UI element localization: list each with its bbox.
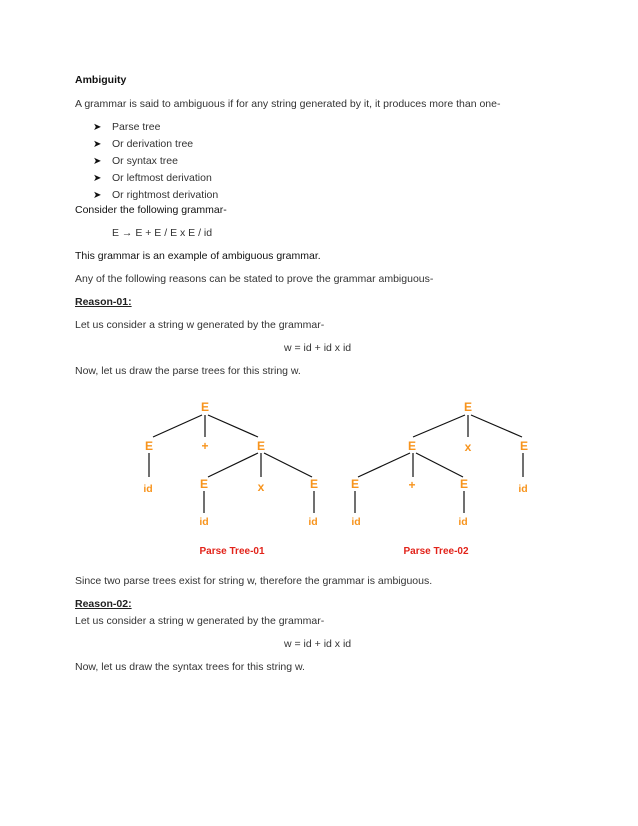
example-text: This grammar is an example of ambiguous grammar. xyxy=(75,250,321,262)
list-item: ➤ Or leftmost derivation xyxy=(93,172,212,184)
tree-1-sub-right-node: E xyxy=(309,477,319,491)
arrow-bullet-icon: ➤ xyxy=(93,122,102,133)
arrow-bullet-icon: ➤ xyxy=(93,156,102,167)
reason-01-consider: Let us consider a string w generated by the grammar- xyxy=(75,319,325,331)
tree-2-edges xyxy=(355,415,523,513)
tree-1-left-leaf: id xyxy=(143,483,153,495)
tree-2-root-node: E xyxy=(463,400,473,414)
consider-text: Consider the following grammar- xyxy=(75,204,227,216)
grammar-rule: E → E + E / E x E / id xyxy=(112,227,213,239)
list-item: ➤ Or rightmost derivation xyxy=(93,189,219,201)
reason-01-title: Reason-01: xyxy=(75,296,132,308)
edge xyxy=(471,415,522,437)
arrow-bullet-icon: ➤ xyxy=(93,190,102,201)
tree-2-sub-left-leaf: id xyxy=(351,516,361,528)
tree-1-root-node: E xyxy=(200,400,210,414)
tree-2-caption: Parse Tree-02 xyxy=(403,546,469,557)
reason-01-string: w = id + id x id xyxy=(284,342,352,354)
definition-text: A grammar is said to ambiguous if for any string generated by it, it produces more than one- xyxy=(75,98,501,110)
arrow-bullet-icon: ➤ xyxy=(93,139,102,150)
tree-2-right-leaf: id xyxy=(518,483,528,495)
tree-1-left-node: E xyxy=(144,439,154,453)
tree-1-sub-right-leaf: id xyxy=(308,516,318,528)
edge xyxy=(208,453,258,477)
tree-1-right-node: E xyxy=(256,439,266,453)
tree-2-sub-right-node: E xyxy=(459,477,469,491)
edge xyxy=(264,453,312,477)
section-heading: Ambiguity xyxy=(75,74,127,86)
reason-02-draw: Now, let us draw the syntax trees for this string w. xyxy=(75,661,305,673)
arrow-bullet-icon: ➤ xyxy=(93,173,102,184)
tree-2-sub-operator: + xyxy=(408,478,416,492)
list-item: ➤ Or derivation tree xyxy=(93,138,194,150)
parse-trees-figure xyxy=(0,385,638,565)
reason-02-string: w = id + id x id xyxy=(284,638,352,650)
reason-01-conclusion: Since two parse trees exist for string w, therefore the grammar is ambiguous. xyxy=(75,575,433,587)
tree-2-right-node: E xyxy=(519,439,529,453)
edge xyxy=(413,415,465,437)
list-item: ➤ Or syntax tree xyxy=(93,155,178,167)
edge xyxy=(153,415,202,437)
edge xyxy=(208,415,258,437)
reasons-intro: Any of the following reasons can be stated to prove the grammar ambiguous- xyxy=(75,273,434,285)
tree-1-sub-left-node: E xyxy=(199,477,209,491)
tree-1-sub-operator: x xyxy=(257,480,265,494)
edge xyxy=(416,453,463,477)
edge xyxy=(358,453,410,477)
tree-2-left-node: E xyxy=(407,439,417,453)
tree-1-operator: + xyxy=(201,439,209,453)
tree-1-caption: Parse Tree-01 xyxy=(199,546,265,557)
tree-2-sub-right-leaf: id xyxy=(458,516,468,528)
tree-2-operator: x xyxy=(464,440,472,454)
bullet-list xyxy=(93,119,218,204)
tree-2-sub-left-node: E xyxy=(350,477,360,491)
list-item: ➤ Parse tree xyxy=(93,121,161,133)
reason-01-draw: Now, let us draw the parse trees for this string w. xyxy=(75,365,301,377)
reason-02-consider: Let us consider a string w generated by the grammar- xyxy=(75,615,325,627)
tree-1-sub-left-leaf: id xyxy=(199,516,209,528)
reason-02-title: Reason-02: xyxy=(75,598,132,610)
tree-1-edges xyxy=(149,415,314,513)
